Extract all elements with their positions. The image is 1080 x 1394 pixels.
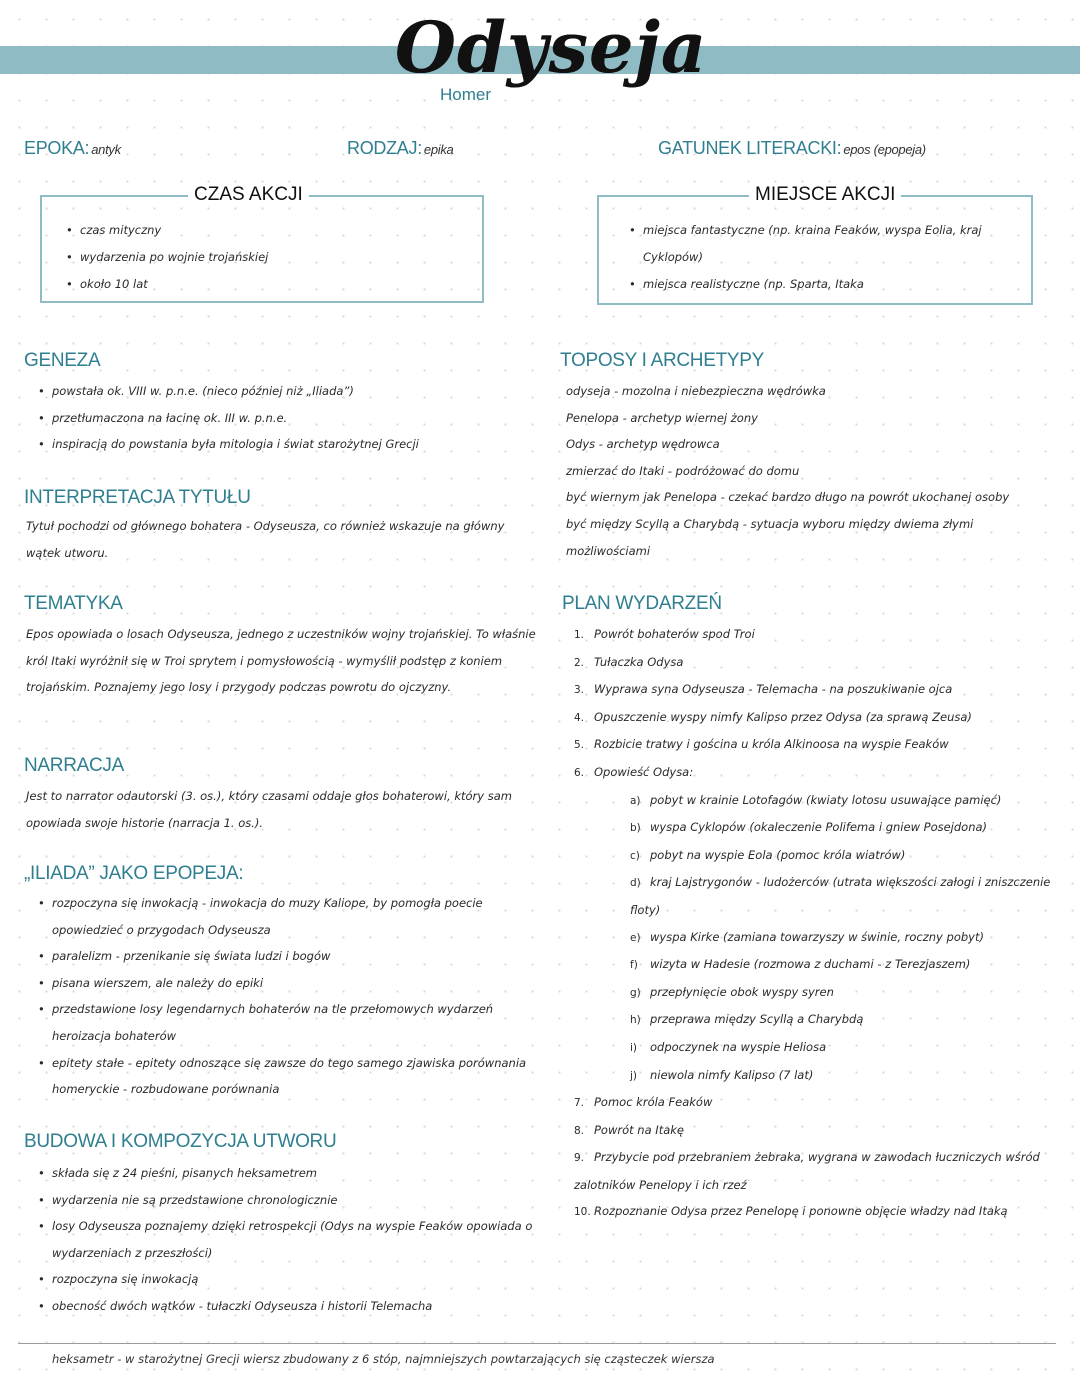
plan-title: PLAN WYDARZEŃ xyxy=(562,593,722,614)
list-item: być między Scyllą a Charybdą - sytuacja wyboru między dwiema złymi możliwościami xyxy=(566,516,974,558)
list-item: 3. Wyprawa syna Odyseusza - Telemacha - na poszukiwanie ojca xyxy=(574,682,953,697)
list-item: a) pobyt w krainie Lotofagów (kwiaty lotosu usuwające pamięć) xyxy=(630,792,1002,807)
tematyka-title: TEMATYKA xyxy=(24,593,123,614)
list-item: • przedstawione losy legendarnych bohaterów na tle przełomowych wydarzeń heroizacja bohaterów xyxy=(38,996,528,1049)
list-item: • inspiracją do powstania była mitologia i świat starożytnej Grecji xyxy=(38,431,528,458)
epoka: EPOKA: antyk xyxy=(24,138,121,158)
interpretacja-text: Tytuł pochodzi od głównego bohatera - Odyseusza, co również wskazuje na główny wątek utworu. xyxy=(26,519,505,560)
list-item: i) odpoczynek na wyspie Heliosa xyxy=(630,1039,827,1054)
czas-akcji-title: CZAS AKCJI xyxy=(188,184,309,206)
list-item: g) przepłynięcie obok wyspy syren xyxy=(630,984,834,999)
narracja-title: NARRACJA xyxy=(24,755,125,776)
toposy-title: TOPOSY I ARCHETYPY xyxy=(560,350,765,371)
list-item: być wiernym jak Penelopa - czekać bardzo długo na powrót ukochanej osoby xyxy=(566,490,1010,505)
list-item: • miejsca realistyczne (np. Sparta, Itaka xyxy=(629,271,1021,298)
list-item: 6. Opowieść Odysa: xyxy=(574,764,694,779)
budowa-title: BUDOWA I KOMPOZYCJA UTWORU xyxy=(24,1131,337,1152)
list-item: 5. Rozbicie tratwy i gościna u króla Alkinoosa na wyspie Feaków xyxy=(574,737,949,752)
list-item: 2. Tułaczka Odysa xyxy=(574,654,684,669)
list-item: Penelopa - archetyp wiernej żony xyxy=(566,410,758,425)
miejsce-akcji-box xyxy=(597,184,1033,305)
list-item: 9. Przybycie pod przebraniem żebraka, wygrana w zawodach łuczniczych wśród zalotników Penelopy i ich rzeź xyxy=(574,1150,1040,1192)
list-item: b) wyspa Cyklopów (okaleczenie Polifema i gniew Posejdona) xyxy=(630,820,988,835)
list-item: c) pobyt na wyspie Eola (pomoc króla wiatrów) xyxy=(630,847,906,862)
interpretacja-title: INTERPRETACJA TYTUŁU xyxy=(24,487,251,508)
list-item: 10. Rozpoznanie Odysa przez Penelopę i ponowne objęcie władzy nad Itaką xyxy=(574,1204,1008,1219)
list-item: 1. Powrót bohaterów spod Troi xyxy=(574,627,755,641)
list-item: odyseja - mozolna i niebezpieczna wędrówka xyxy=(566,384,826,398)
narracja-text: Jest to narrator odautorski (3. os.), który czasami oddaje głos bohaterowi, który sam opowiada swoje historie (narracja 1. os.). xyxy=(26,789,512,830)
list-item: • czas mityczny xyxy=(66,217,466,244)
iliada-title: „ILIADA” JAKO EPOPEJA: xyxy=(24,863,244,884)
author: Homer xyxy=(440,85,492,104)
list-item: • pisana wierszem, ale należy do epiki xyxy=(38,970,528,997)
list-item: • obecność dwóch wątków - tułaczki Odyseusza i historii Telemacha xyxy=(38,1293,538,1320)
list-item: • wydarzenia po wojnie trojańskiej xyxy=(66,244,466,271)
list-item: zmierzać do Itaki - podróżować do domu xyxy=(566,463,800,478)
page-title: Odyseja xyxy=(395,6,708,89)
toposy-list xyxy=(566,378,1056,564)
list-item: • losy Odyseusza poznajemy dzięki retrospekcji (Odys na wyspie Feaków opowiada o wydarzeniach z przeszłości) xyxy=(38,1213,538,1266)
list-item: • powstała ok. VIII w. p.n.e. (nieco później niż „Iliada”) xyxy=(38,378,528,405)
miejsce-akcji-title: MIEJSCE AKCJI xyxy=(749,184,901,206)
list-item: • miejsca fantastyczne (np. kraina Feaków, wyspa Eolia, kraj Cyklopów) xyxy=(629,217,1021,271)
list-item: • przetłumaczona na łacinę ok. III w. p.n.e. xyxy=(38,405,528,432)
plan-list xyxy=(574,621,1064,1226)
list-item: d) kraj Lajstrygonów - ludożerców (utrata większości załogi i zniszczenie floty) xyxy=(630,875,1051,917)
rodzaj: RODZAJ: epika xyxy=(347,138,454,158)
list-item: • rozpoczyna się inwokacją xyxy=(38,1266,538,1293)
list-item: • paralelizm - przenikanie się świata ludzi i bogów xyxy=(38,943,528,970)
list-item: • wydarzenia nie są przedstawione chronologicznie xyxy=(38,1187,538,1214)
list-item: e) wyspa Kirke (zamiana towarzyszy w świnie, roczny pobyt) xyxy=(630,929,984,944)
list-item: j) niewola nimfy Kalipso (7 lat) xyxy=(630,1067,814,1082)
czas-akcji-box xyxy=(40,184,484,303)
list-item: 8. Powrót na Itakę xyxy=(574,1122,684,1137)
footnote-divider xyxy=(18,1343,1056,1344)
list-item: • rozpoczyna się inwokacją - inwokacja do muzy Kaliope, by pomogła poecie opowiedzieć o przygodach Odyseusza xyxy=(38,890,528,943)
geneza-title: GENEZA xyxy=(24,350,101,371)
gatunek: GATUNEK LITERACKI: epos (epopeja) xyxy=(658,138,926,158)
tematyka-text: Epos opowiada o losach Odyseusza, jednego z uczestników wojny trojańskiej. To właśnie król Itaki wyróżnił się w Troi sprytem i pomysłowością - wymyślił podstęp z koniem trojańskim. Poznajemy jego losy i przygody podczas powrotu do ojczyzny. xyxy=(26,627,536,695)
list-item: • epitety stałe - epitety odnoszące się zawsze do tego samego zjawiska porównania homeryckie - rozbudowane porównania xyxy=(38,1050,528,1103)
list-item: Odys - archetyp wędrowca xyxy=(566,437,720,452)
list-item: • około 10 lat xyxy=(66,271,466,298)
list-item: h) przeprawa między Scyllą a Charybdą xyxy=(630,1012,864,1027)
list-item: • składa się z 24 pieśni, pisanych heksametrem xyxy=(38,1160,538,1187)
list-item: f) wizyta w Hadesie (rozmowa z duchami - z Terezjaszem) xyxy=(630,957,971,972)
list-item: 7. Pomoc króla Feaków xyxy=(574,1095,713,1110)
list-item: 4. Opuszczenie wyspy nimfy Kalipso przez Odysa (za sprawą Zeusa) xyxy=(574,709,972,724)
footnote: heksametr - w starożytnej Grecji wiersz zbudowany z 6 stóp, najmniejszych powtarzających się cząsteczek wiersza xyxy=(52,1352,715,1366)
